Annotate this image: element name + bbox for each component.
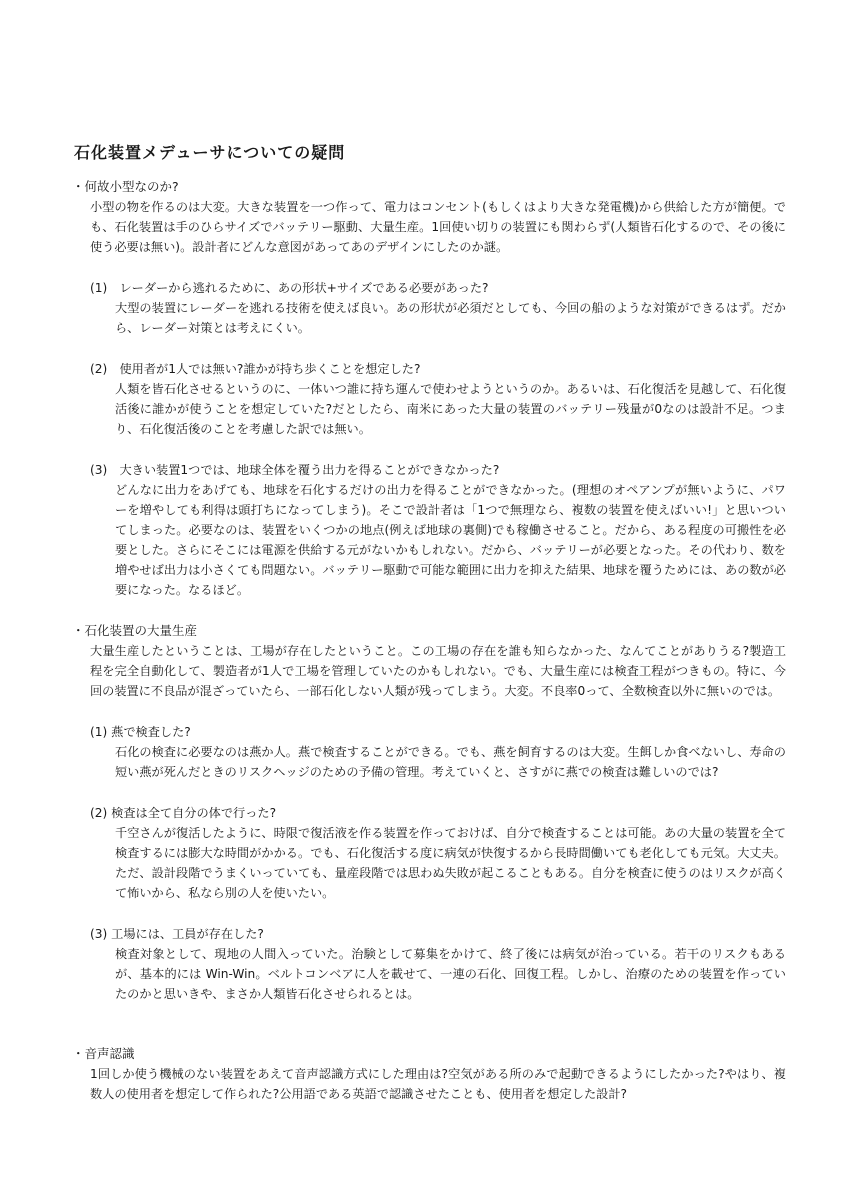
- hypothesis-heading: (3) 工場には、工員が存在した?: [90, 927, 264, 941]
- hypothesis-item: [90, 803, 786, 903]
- hypothesis-body: 千空さんが復活したように、時限で復活液を作る装置を作っておけば、自分で検査することは可能。あの大量の装置を全て検査するには膨大な時間がかかる。でも、石化復活する度に病気が快復するから長時間働いても老化しても元気。大丈夫。ただ、設計段階でうまくいっていても、量産段階では思わぬ失敗が起こることもある。自分を検査に使うのはリスクが高くて怖いから、私なら別の人を使いたい。: [115, 826, 786, 900]
- hypothesis-item: [90, 278, 786, 338]
- section-heading: ・石化装置の大量生産: [72, 623, 198, 638]
- section-body: 小型の物を作るのは大変。大きな装置を一つ作って、電力はコンセント(もしくはより大きな発電機)から供給した方が簡便。でも、石化装置は手のひらサイズでバッテリー駆動、大量生産。1回使い切りの装置にも関わらず(人類皆石化するので、その後に使う必要は無い)。設計者にどんな意図があってあのデザインにしたのか謎。: [90, 200, 786, 254]
- document-title: 石化装置メデューサについての疑問: [74, 143, 346, 162]
- hypothesis-heading: (2) 検査は全て自分の体で行った?: [90, 806, 277, 820]
- hypothesis-body: 人類を皆石化させるというのに、一体いつ誰に持ち運んで使わせようというのか。あるいは、石化復活を見越して、石化復活後に誰かが使うことを想定していた?だとしたら、南米にあった大量の装置のバッテリー残量が0なのは設計不足。つまり、石化復活後のことを考慮した訳では無い。: [115, 382, 786, 436]
- section-why-small: [72, 177, 786, 600]
- hypothesis-body: 検査対象として、現地の人間入っていた。治験として募集をかけて、終了後には病気が治っている。若干のリスクもあるが、基本的には Win-Win。ベルトコンベアに人を載せて、一連の石化、回復工程。しかし、治療のための装置を作っていたのかと思いきや、まさか人類皆石化させられるとは。: [115, 947, 786, 1001]
- section-heading: ・音声認識: [72, 1046, 135, 1061]
- hypothesis-item: [90, 722, 786, 782]
- hypothesis-item: [90, 924, 786, 1004]
- hypothesis-item: [90, 359, 786, 439]
- hypothesis-body: 大型の装置にレーダーを逃れる技術を使えば良い。あの形状が必須だとしても、今回の船のような対策ができるはず。だから、レーダー対策とは考えにくい。: [115, 301, 786, 335]
- hypothesis-heading: (1) レーダーから逃れるために、あの形状+サイズである必要があった?: [90, 281, 489, 295]
- hypothesis-heading: (2) 使用者が1人では無い?誰かが持ち歩くことを想定した?: [90, 362, 421, 376]
- section-body: 1回しか使う機械のない装置をあえて音声認識方式にした理由は?空気がある所のみで起動できるようにしたかった?やはり、複数人の使用者を想定して作られた?公用語である英語で認識させたことも、使用者を想定した設計?: [90, 1067, 786, 1101]
- hypothesis-heading: (3) 大きい装置1つでは、地球全体を覆う出力を得ることができなかった?: [90, 463, 500, 477]
- section-heading: ・何故小型なのか?: [72, 179, 179, 194]
- section-body: 大量生産したということは、工場が存在したということ。この工場の存在を誰も知らなかった、なんてことがありうる?製造工程を完全自動化して、製造者が1人で工場を管理していたのかもしれない。でも、大量生産には検査工程がつきもの。特に、今回の装置に不良品が混ざっていたら、一部石化しない人類が残ってしまう。大変。不良率0って、全数検査以外に無いのでは。: [90, 644, 786, 698]
- hypothesis-body: どんなに出力をあげても、地球を石化するだけの出力を得ることができなかった。(理想のオペアンプが無いように、パワーを増やしても利得は頭打ちになってしまう)。そこで設計者は「1つで無理なら、複数の装置を使えばいい!」と思いついてしまった。必要なのは、装置をいくつかの地点(例えば地球の裏側)でも稼働させること。だから、ある程度の可搬性を必要とした。さらにそこには電源を供給する元がないかもしれない。だから、バッテリーが必要となった。その代わり、数を増やせば出力は小さくても問題ない。バッテリー駆動で可能な範囲に出力を抑えた結果、地球を覆うためには、あの数が必要になった。なるほど。: [115, 483, 786, 597]
- section-voice-recognition: [72, 1044, 786, 1104]
- section-mass-production: [72, 621, 786, 1004]
- hypothesis-body: 石化の検査に必要なのは燕か人。燕で検査することができる。でも、燕を飼育するのは大変。生餌しか食べないし、寿命の短い燕が死んだときのリスクヘッジのための予備の管理。考えていくと、さすがに燕での検査は難しいのでは?: [115, 745, 786, 779]
- hypothesis-item: [90, 460, 786, 600]
- hypothesis-heading: (1) 燕で検査した?: [90, 725, 191, 739]
